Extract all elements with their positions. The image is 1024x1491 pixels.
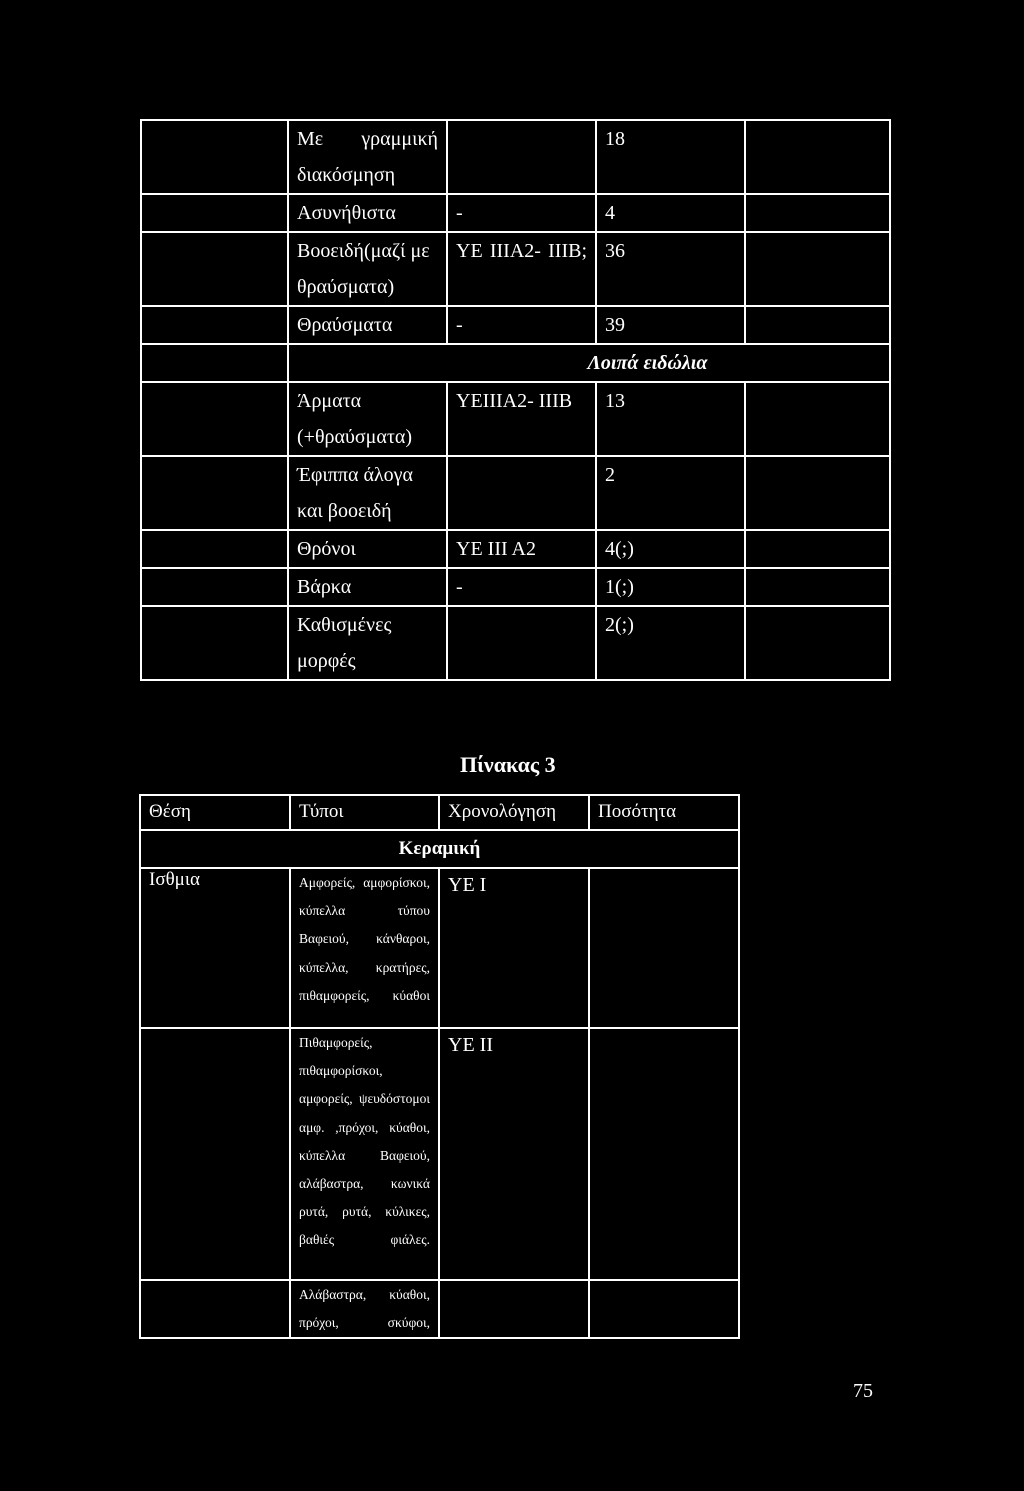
table-row — [141, 232, 890, 306]
table-row — [140, 1280, 739, 1338]
type-cell: Βάρκα — [288, 568, 447, 606]
ceramics-table — [139, 794, 740, 1339]
date-cell: ΥΕ ΙΙ — [439, 1028, 589, 1280]
qty-cell: 1(;) — [596, 568, 745, 606]
type-cell: Έφιππα άλογα και βοοειδή — [288, 456, 447, 530]
section-row — [141, 344, 890, 382]
type-cell: Άρματα (+θραύσματα) — [288, 382, 447, 456]
table-title: Πίνακας 3 — [460, 752, 556, 777]
date-cell — [439, 1280, 589, 1338]
date-cell: ΥΕ ΙΙΙ Α2 — [447, 530, 596, 568]
column-header: Θέση — [140, 795, 290, 830]
column-header: Χρονολόγηση — [439, 795, 589, 830]
table-row — [140, 1028, 739, 1280]
table-row — [140, 868, 739, 1028]
header-row — [140, 795, 739, 830]
date-cell: ΥΕ Ι — [439, 868, 589, 1028]
qty-cell: 2(;) — [596, 606, 745, 680]
table-row — [141, 456, 890, 530]
type-cell: Με γραμμική διακόσμηση — [288, 120, 447, 194]
type-cell: Θρόνοι — [288, 530, 447, 568]
section-row — [140, 830, 739, 868]
date-cell: - — [447, 194, 596, 232]
column-header: Τύποι — [290, 795, 439, 830]
date-cell — [447, 456, 596, 530]
figurines-table — [140, 119, 891, 681]
date-cell — [447, 606, 596, 680]
date-cell: ΥΕ ΙΙΙΑ2- ΙΙΙΒ; — [447, 232, 596, 306]
table-row — [141, 530, 890, 568]
qty-cell — [589, 868, 739, 1028]
types-cell: Αμφορείς, αμφορίσκοι, κύπελλα τύπου Βαφειού, κάνθαροι, κύπελλα, κρατήρες, πιθαμφορείς, κύαθοι — [290, 868, 439, 1028]
qty-cell: 13 — [596, 382, 745, 456]
qty-cell: 39 — [596, 306, 745, 344]
page-number: 75 — [853, 1380, 873, 1402]
table-row — [141, 306, 890, 344]
date-cell: ΥΕΙΙΙΑ2- ΙΙΙΒ — [447, 382, 596, 456]
site-cell — [140, 1028, 290, 1280]
type-cell: Βοοειδή(μαζί με θραύσματα) — [288, 232, 447, 306]
type-cell: Ασυνήθιστα — [288, 194, 447, 232]
qty-cell: 2 — [596, 456, 745, 530]
date-cell — [447, 120, 596, 194]
section-heading: Κεραμική — [140, 830, 739, 868]
date-cell: - — [447, 306, 596, 344]
qty-cell: 18 — [596, 120, 745, 194]
column-header: Ποσότητα — [589, 795, 739, 830]
qty-cell: 4 — [596, 194, 745, 232]
section-heading: Λοιπά ειδώλια — [288, 344, 890, 382]
qty-cell: 36 — [596, 232, 745, 306]
qty-cell — [589, 1028, 739, 1280]
table-row — [141, 120, 890, 194]
types-cell: Πιθαμφορείς, πιθαμφορίσκοι, αμφορείς, ψευδόστομοι αμφ. ,πρόχοι, κύαθοι, κύπελλα Βαφειού, αλάβαστρα, κωνικά ρυτά, ρυτά, κύλικες, βαθιές φιάλες. — [290, 1028, 439, 1280]
table-row — [141, 194, 890, 232]
type-cell: Θραύσματα — [288, 306, 447, 344]
table-row — [141, 382, 890, 456]
qty-cell — [589, 1280, 739, 1338]
types-cell: Αλάβαστρα, κύαθοι, πρόχοι, σκύφοι, — [290, 1280, 439, 1338]
date-cell: - — [447, 568, 596, 606]
qty-cell: 4(;) — [596, 530, 745, 568]
site-cell — [140, 1280, 290, 1338]
table-row — [141, 606, 890, 680]
site-cell: Ισθμια — [140, 868, 290, 1028]
type-cell: Καθισμένες μορφές — [288, 606, 447, 680]
table-row — [141, 568, 890, 606]
